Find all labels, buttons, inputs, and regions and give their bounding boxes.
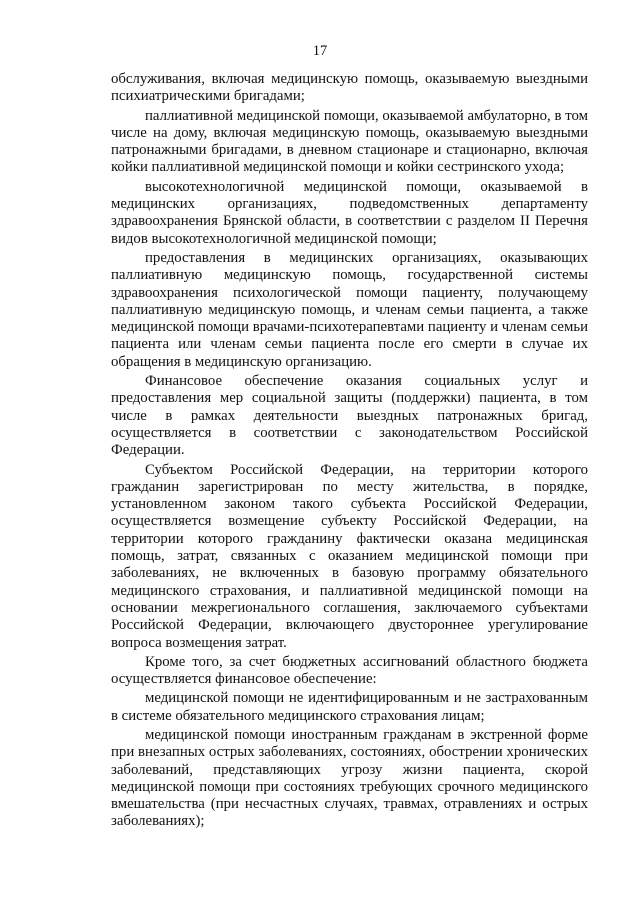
paragraph: паллиативной медицинской помощи, оказываемой амбулаторно, в том числе на дому, включая медицинскую помощь, оказываемую выездными патронажными бригадами, в дневном стационаре и стационарно, включая койки паллиативной медицинской помощи и койки сестринского ухода; bbox=[111, 107, 588, 176]
paragraph: Финансовое обеспечение оказания социальных услуг и предоставления мер социальной защиты (поддержки) пациента, в том числе в рамках деятельности выездных патронажных бригад, осуществляется в соответствии с законодательством Российской Федерации. bbox=[111, 373, 588, 459]
paragraph: Субъектом Российской Федерации, на территории которого гражданин зарегистрирован по месту жительства, в порядке, установленном законом такого субъекта Российской Федерации, осуществляется возмещение субъекту Российской Федерации, на территории которого гражданину фактически оказана медицинская помощь, затрат, связанных с оказанием медицинской помощи при заболеваниях, не включенных в базовую программу обязательного медицинского страхования, и паллиативной медицинской помощи на основании межрегионального соглашения, заключаемого субъектами Российской Федерации, включающего двустороннее урегулирование вопроса возмещения затрат. bbox=[111, 461, 588, 651]
paragraph: обслуживания, включая медицинскую помощь, оказываемую выездными психиатрическими бригадами; bbox=[111, 71, 588, 105]
paragraph: предоставления в медицинских организациях, оказывающих паллиативную медицинскую помощь, государственной системы здравоохранения психологической помощи пациенту, получающему паллиативную медицинскую помощь, и членам семьи пациента, а также медицинской помощи врачами-психотерапевтами пациенту и членам семьи пациента или членам семьи пациента после его смерти в случае их обращения в медицинскую организацию. bbox=[111, 249, 588, 370]
page-number: 17 bbox=[312, 43, 328, 59]
document-body bbox=[111, 71, 588, 831]
paragraph: высокотехнологичной медицинской помощи, оказываемой в медицинских организациях, подведомственных департаменту здравоохранения Брянской области, в соответствии с разделом II Перечня видов высокотехнологичной медицинской помощи; bbox=[111, 178, 588, 247]
paragraph: медицинской помощи иностранным гражданам в экстренной форме при внезапных острых заболеваниях, состояниях, обострении хронических заболеваний, представляющих угрозу жизни пациента, скорой медицинской помощи при состояниях требующих срочного медицинского вмешательства (при несчастных случаях, травмах, отравлениях и острых заболеваниях); bbox=[111, 726, 588, 830]
paragraph: медицинской помощи не идентифицированным и не застрахованным в системе обязательного медицинского страхования лицам; bbox=[111, 690, 588, 724]
paragraph: Кроме того, за счет бюджетных ассигнований областного бюджета осуществляется финансовое обеспечение: bbox=[111, 653, 588, 688]
